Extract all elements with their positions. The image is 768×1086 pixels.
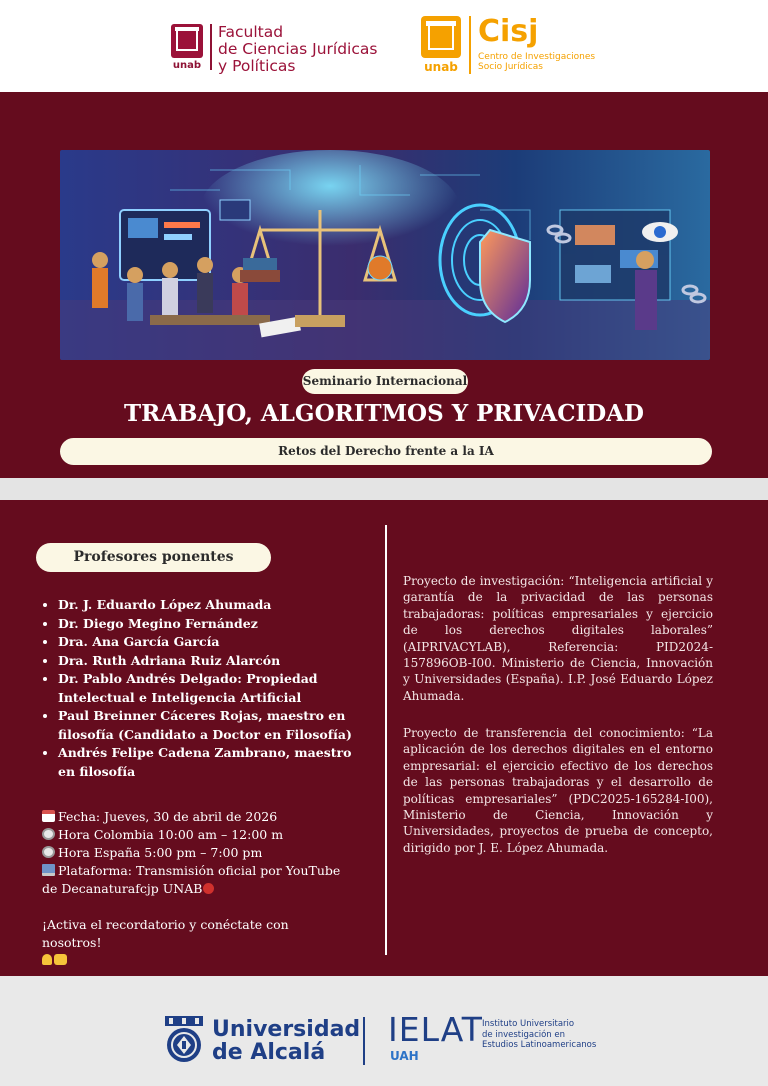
cisj-logo-divider [469, 16, 471, 74]
ai-law-illustration-icon [60, 150, 710, 360]
event-date: Fecha: Jueves, 30 de abril de 2026 [58, 809, 278, 824]
uah-line-2: de Alcalá [212, 1040, 326, 1065]
facultad-logo [170, 24, 377, 75]
event-channel-row [42, 880, 342, 898]
clock-icon [42, 828, 55, 840]
uah-seal-icon [163, 1016, 205, 1064]
speakers-heading: Profesores ponentes [36, 543, 271, 572]
header [0, 0, 768, 92]
bell-icon [42, 954, 52, 965]
facultad-line-2: de Ciencias Jurídicas [218, 40, 378, 58]
laptop-icon [42, 864, 55, 876]
section-separator [0, 478, 768, 500]
facultad-building-icon [170, 24, 204, 72]
event-time-spain: Hora España 5:00 pm – 7:00 pm [58, 845, 263, 860]
footer [0, 976, 768, 1086]
ielat-desc-line-1: Instituto Universitario [482, 1019, 575, 1029]
column-divider [385, 525, 387, 955]
research-project-text: Proyecto de investigación: “Inteligencia artificial y garantía de la privacidad de las personas trabajadoras: políticas empresariales y ejercicio de los derechos digitales laborales” (AIPRIVACYLAB), Referencia: PID2024-157896OB-I00. Ministerio de Ciencia, Innovación y Universidades (España). I.P. José Eduardo López Ahumada. [403, 574, 713, 703]
ielat-logo: IELAT [388, 1010, 483, 1049]
cisj-sub-line-2: Socio Jurídicas [478, 62, 543, 72]
facultad-line-3: y Políticas [218, 57, 296, 75]
transfer-project-text: Proyecto de transferencia del conocimiento: “La aplicación de los derechos digitales en el entorno empresarial: el ejercicio efectivo de los derechos de las personas trabajadoras y el desarrollo de políticas empresariales” (PDC2025-165284-I00), Ministerio de Ciencia, Innovación y Universidades, proyectos de prueba de concepto, dirigido por J. E. López Ahumada. [403, 726, 713, 855]
footer-divider [363, 1017, 365, 1065]
cisj-sub-line-1: Centro de Investigaciones [478, 52, 596, 62]
cisj-logo-text [478, 16, 595, 72]
event-date-row [42, 808, 342, 826]
event-time-spain-row [42, 844, 342, 862]
seminar-label: Seminario Internacional [302, 369, 468, 394]
speaker-item: • Dra. Ruth Adriana Ruiz Alarcón [58, 652, 358, 671]
speaker-item: • Dr. Pablo Andrés Delgado: Propiedad Intelectual e Inteligencia Artificial [58, 670, 358, 707]
ielat-description [482, 1019, 596, 1051]
facultad-logo-divider [210, 24, 212, 70]
ielat-uah-label: UAH [390, 1049, 419, 1063]
event-platform-row [42, 862, 342, 880]
raised-hands-icon [54, 954, 67, 965]
red-circle-icon [203, 883, 214, 894]
cta-text: ¡Activa el recordatorio y conéctate con nosotros! [42, 917, 289, 950]
event-time-colombia: Hora Colombia 10:00 am – 12:00 m [58, 827, 284, 842]
event-info [42, 808, 342, 898]
speaker-item: • Dr. J. Eduardo López Ahumada [58, 596, 358, 615]
cisj-name: Cisj [478, 14, 539, 49]
ielat-desc-line-2: de investigación en [482, 1029, 566, 1040]
event-channel: de Decanaturafcjp UNAB [42, 881, 203, 896]
cta-icons [42, 952, 352, 970]
call-to-action [42, 916, 352, 970]
facultad-line-1: Facultad [218, 23, 284, 41]
cisj-logo [420, 16, 595, 74]
event-time-colombia-row [42, 826, 342, 844]
event-platform: Plataforma: Transmisión oficial por YouTube [58, 863, 341, 878]
speaker-item: • Paul Breinner Cáceres Rojas, maestro en filosofía (Candidato a Doctor en Filosofía) [58, 707, 358, 744]
cisj-sub-text [478, 52, 595, 72]
page-subtitle: Retos del Derecho frente a la IA [60, 438, 712, 465]
cisj-building-icon [420, 16, 462, 74]
uah-logo-text [212, 1018, 360, 1064]
facultad-logo-unab: unab [172, 60, 202, 71]
facultad-logo-text [218, 24, 377, 75]
speakers-list [42, 596, 358, 781]
calendar-icon [42, 810, 55, 822]
ielat-desc-line-3: Estudios Latinoamericanos [482, 1040, 597, 1050]
cisj-logo-unab: unab [424, 60, 458, 74]
clock-icon [42, 846, 55, 858]
page-title: TRABAJO, ALGORITMOS Y PRIVACIDAD [123, 400, 645, 427]
speaker-item: • Andrés Felipe Cadena Zambrano, maestro en filosofía [58, 744, 358, 781]
speaker-item: • Dra. Ana García García [58, 633, 358, 652]
uah-line-1: Universidad [212, 1017, 361, 1042]
speaker-item: • Dr. Diego Megino Fernández [58, 615, 358, 634]
